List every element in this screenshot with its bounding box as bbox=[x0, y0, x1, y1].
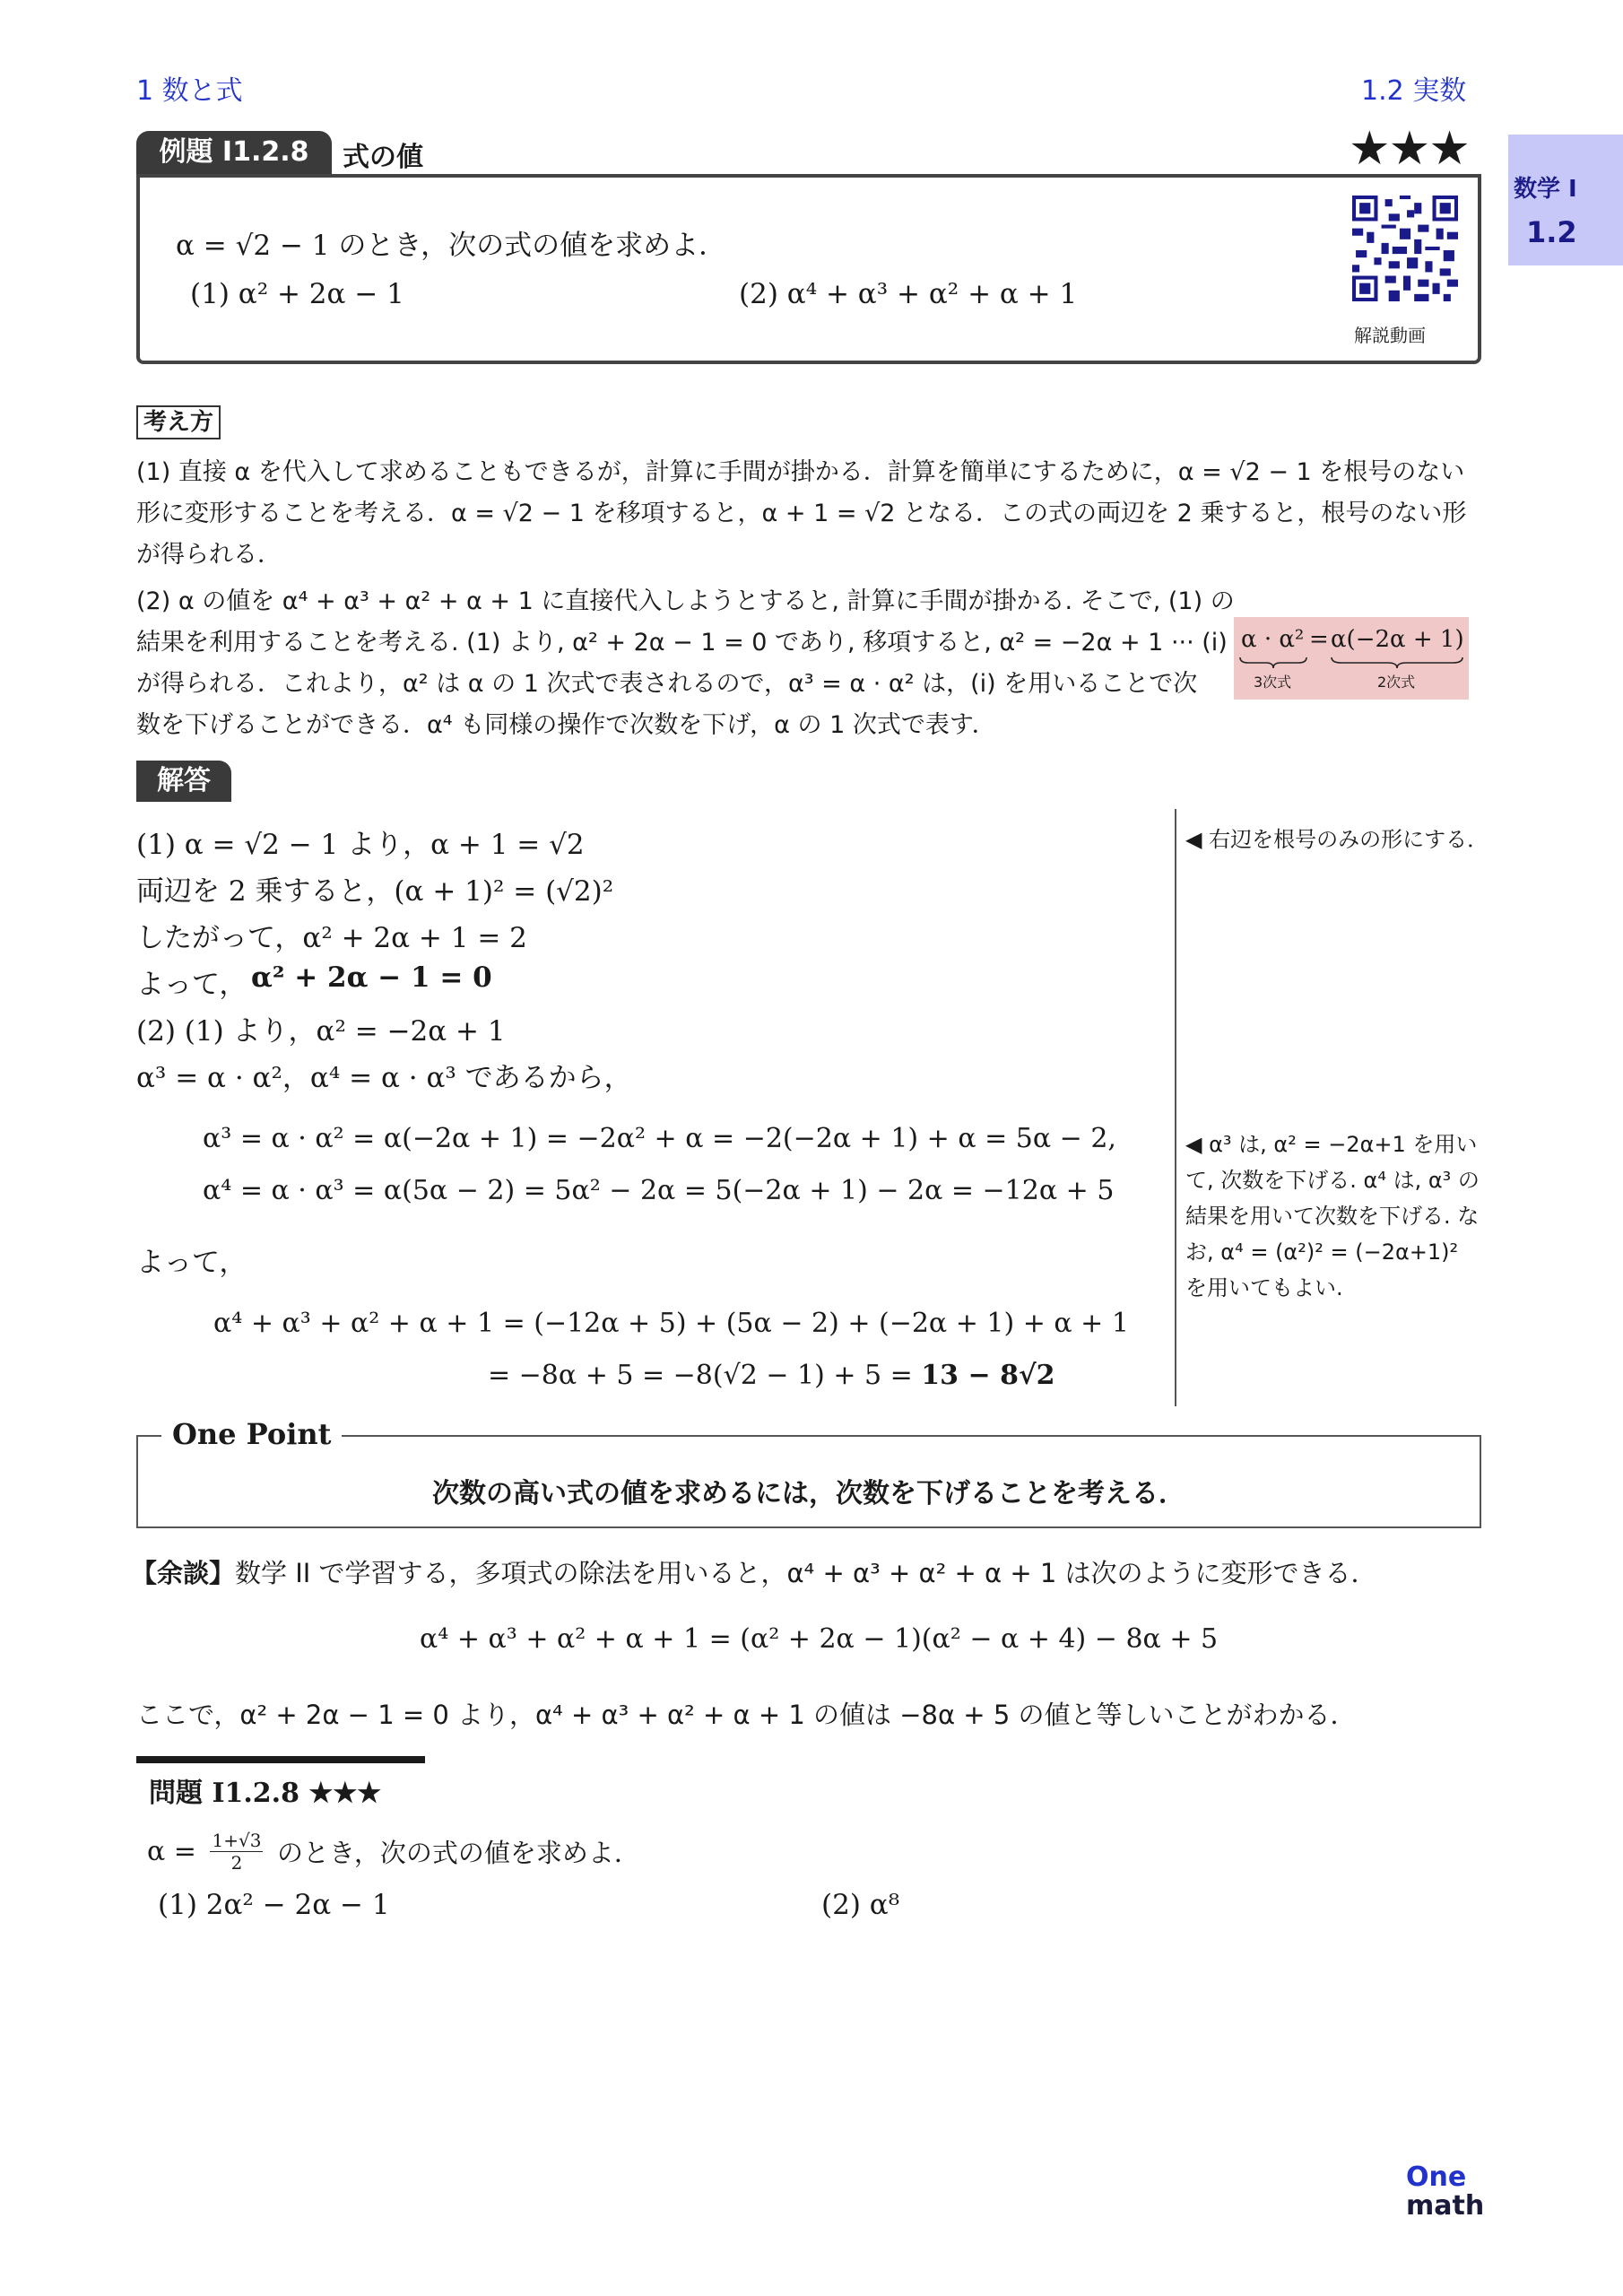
problem-fraction bbox=[210, 1830, 263, 1874]
note-2-line: 結果を用いて次数を下げる. な bbox=[1185, 1204, 1480, 1229]
side-tab bbox=[1508, 135, 1623, 265]
example-part-1: (1) α² + 2α − 1 bbox=[190, 278, 404, 310]
answer-line: (1) α = √2 − 1 より，α + 1 = √2 bbox=[136, 829, 585, 861]
aside-formula: α⁴ + α³ + α² + α + 1 = (α² + 2α − 1)(α² − α + 4) − 8α + 5 bbox=[420, 1623, 1219, 1655]
approach-line: 結果を利用することを考える. (1) より, α² + 2α − 1 = 0 であり, 移項すると, α² = −2α + 1 ··· (i) bbox=[136, 629, 1228, 657]
example-part-2: (2) α⁴ + α³ + α² + α + 1 bbox=[739, 278, 1078, 310]
answer-line: したがって，α² + 2α + 1 = 2 bbox=[136, 922, 527, 954]
difficulty-stars: ★★★ bbox=[1349, 122, 1469, 176]
section-header: 1.2 実数 bbox=[1361, 75, 1467, 107]
note-1: ◀ 右辺を根号のみの形にする． bbox=[1185, 827, 1489, 852]
answer-tag: 解答 bbox=[136, 761, 231, 802]
note-2-line: て, 次数を下げる. α⁴ は, α³ の bbox=[1185, 1168, 1480, 1193]
final-line-2-prefix: = −8α + 5 = −8(√2 − 1) + 5 = bbox=[488, 1360, 922, 1391]
example-box bbox=[136, 174, 1481, 364]
chapter-header: 1 数と式 bbox=[136, 75, 243, 107]
aside-line-1 bbox=[131, 1553, 1377, 1590]
calc-alpha4: α⁴ = α · α³ = α(5α − 2) = 5α² − 2α = 5(−2α + 1) − 2α = −12α + 5 bbox=[203, 1175, 1115, 1206]
note-2-line: を用いてもよい. bbox=[1185, 1275, 1343, 1300]
logo-line-2: math bbox=[1406, 2190, 1485, 2222]
problem-part-2: (2) α⁸ bbox=[821, 1889, 900, 1921]
underbrace-right bbox=[1331, 657, 1463, 669]
margin-rule bbox=[1175, 809, 1176, 1406]
approach-line: 数を下げることができる．α⁴ も同様の操作で次数を下げ，α の 1 次式で表す． bbox=[136, 711, 996, 739]
answer-result-1: α² + 2α − 1 = 0 bbox=[251, 961, 492, 994]
note-2-line: ◀ α³ は, α² = −2α+1 を用い bbox=[1185, 1132, 1478, 1157]
qr-code-icon[interactable] bbox=[1352, 196, 1458, 301]
problem-prefix: α = bbox=[147, 1836, 196, 1867]
underbrace-left bbox=[1239, 657, 1307, 669]
example-title: 式の値 bbox=[343, 142, 423, 173]
answer-line: (2) (1) より，α² = −2α + 1 bbox=[136, 1015, 506, 1048]
approach-line: (2) α の値を α⁴ + α³ + α² + α + 1 に直接代入しようとすると, 計算に手間が掛かる. そこで, (1) の bbox=[136, 587, 1235, 615]
example-tag: 例題 I1.2.8 bbox=[136, 131, 332, 174]
problem-statement bbox=[147, 1830, 640, 1874]
degree-hint-box bbox=[1234, 617, 1469, 700]
aside-text-1: 数学 II で学習する，多項式の除法を用いると，α⁴ + α³ + α² + α + 1 は次のように変形できる． bbox=[235, 1558, 1377, 1588]
problem-part-1: (1) 2α² − 2α − 1 bbox=[158, 1889, 390, 1921]
hint-right: α(−2α + 1) bbox=[1331, 626, 1464, 653]
fraction-denominator: 2 bbox=[230, 1852, 243, 1874]
hint-label-right: 2次式 bbox=[1377, 674, 1416, 691]
hint-eq: = bbox=[1309, 626, 1329, 653]
final-answer: 13 − 8√2 bbox=[921, 1360, 1055, 1391]
final-line-1: α⁴ + α³ + α² + α + 1 = (−12α + 5) + (5α − 2) + (−2α + 1) + α + 1 bbox=[213, 1308, 1129, 1339]
aside-label: 【余談】 bbox=[131, 1558, 236, 1588]
qr-label: 解説動画 bbox=[1354, 325, 1426, 346]
logo-line-1: One bbox=[1406, 2161, 1467, 2193]
hint-left: α · α² bbox=[1241, 626, 1305, 653]
problem-suffix: のとき，次の式の値を求めよ． bbox=[276, 1838, 640, 1868]
note-2-line: お, α⁴ = (α²)² = (−2α+1)² bbox=[1185, 1239, 1459, 1265]
one-point-label: One Point bbox=[161, 1417, 342, 1451]
answer-thus: よって， bbox=[136, 1247, 247, 1279]
problem-rule bbox=[136, 1756, 425, 1763]
onemath-logo bbox=[1406, 2163, 1484, 2221]
answer-line: 両辺を 2 乗すると，(α + 1)² = (√2)² bbox=[136, 875, 614, 908]
approach-line: (1) 直接 α を代入して求めることもできるが，計算に手間が掛かる．計算を簡単にするために，α = √2 − 1 を根号のない bbox=[136, 458, 1465, 486]
side-tab-section: 1.2 bbox=[1526, 215, 1577, 249]
approach-line: が得られる． bbox=[136, 541, 282, 569]
side-tab-subject: 数学 I bbox=[1514, 176, 1577, 203]
answer-line: α³ = α · α²，α⁴ = α · α³ であるから， bbox=[136, 1062, 632, 1094]
answer-line: よって， bbox=[136, 969, 247, 1001]
fraction-numerator: 1+√3 bbox=[212, 1830, 262, 1851]
approach-label: 考え方 bbox=[136, 405, 221, 439]
one-point-text: 次数の高い式の値を求めるには，次数を下げることを考える． bbox=[432, 1478, 1185, 1509]
problem-title: 問題 I1.2.8 ★★★ bbox=[149, 1778, 382, 1809]
approach-line: が得られる．これより，α² は α の 1 次式で表されるので，α³ = α · α² は，(i) を用いることで次 bbox=[136, 670, 1198, 698]
final-line-2 bbox=[488, 1360, 1055, 1391]
hint-label-left: 3次式 bbox=[1254, 674, 1292, 691]
aside-line-2: ここで，α² + 2α − 1 = 0 より，α⁴ + α³ + α² + α + 1 の値は −8α + 5 の値と等しいことがわかる． bbox=[136, 1700, 1357, 1730]
approach-line: 形に変形することを考える．α = √2 − 1 を移項すると，α + 1 = √2 となる．この式の両辺を 2 乗すると，根号のない形 bbox=[136, 500, 1467, 527]
example-statement: α = √2 − 1 のとき，次の式の値を求めよ． bbox=[176, 230, 727, 262]
calc-alpha3: α³ = α · α² = α(−2α + 1) = −2α² + α = −2(−2α + 1) + α = 5α − 2, bbox=[203, 1123, 1116, 1154]
